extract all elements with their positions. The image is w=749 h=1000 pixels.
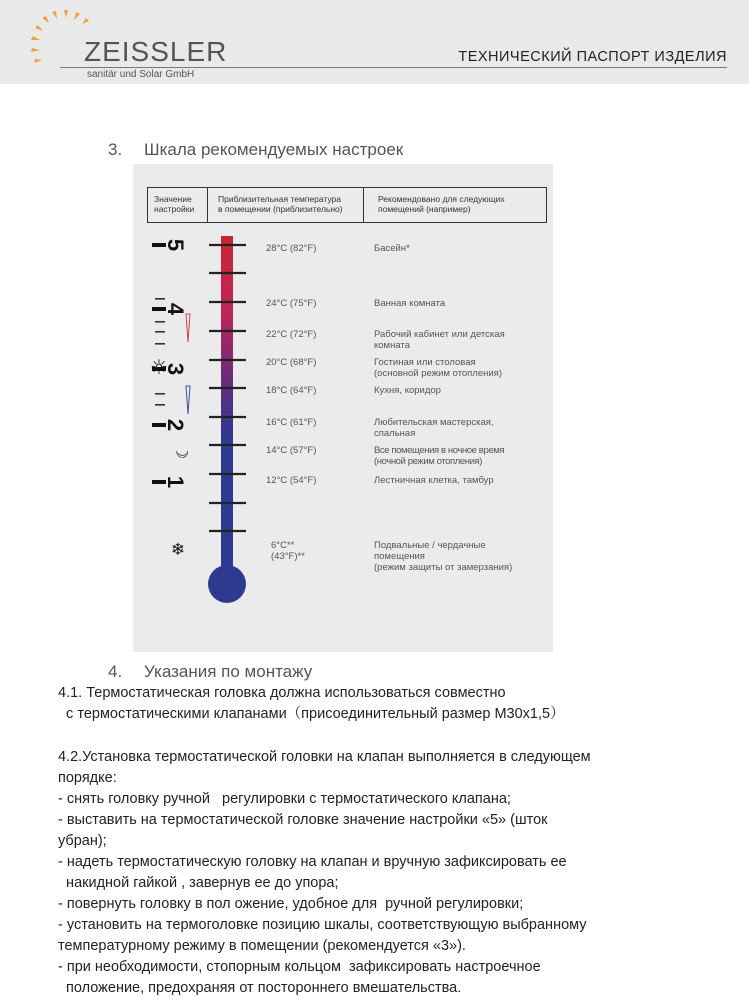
brand-name: ZEISSLER: [84, 36, 228, 67]
room-label: Все помещения в ночное время (ночной режим отопления): [374, 445, 505, 467]
room-label: Рабочий кабинет или детская комната: [374, 329, 505, 351]
paragraph-4-1: 4.1. Термостатическая головка должна использоваться совместно с термостатическими клапанами（присоединительный размер М30х1,5）: [58, 685, 565, 722]
header-divider: [60, 67, 727, 68]
setting-label-3: 3: [163, 362, 189, 376]
room-label: Басейн*: [374, 243, 410, 254]
room-label: Лестничная клетка, тамбур: [374, 475, 494, 486]
section-4-heading: [108, 662, 312, 682]
temp-label: 6°C** (43°F)**: [271, 540, 305, 562]
temp-label: 14°C (57°F): [266, 445, 317, 456]
blue-wedge-icon: [186, 386, 190, 414]
room-label: Любительская мастерская, спальная: [374, 417, 494, 439]
document-title: ТЕХНИЧЕСКИЙ ПАСПОРТ ИЗДЕЛИЯ: [458, 49, 727, 65]
setting-label-5: 5: [163, 238, 189, 252]
room-label: Гостиная или столовая (основной режим отопления): [374, 357, 502, 379]
room-label: Кухня, коридор: [374, 385, 441, 396]
section-3-title: Шкала рекомендуемых настроек: [144, 140, 404, 159]
setting-label-1: 1: [163, 475, 189, 489]
section-4-title: Указания по монтажу: [144, 662, 313, 681]
thermometer-bulb: [208, 565, 246, 603]
paragraph-4-2: 4.2.Установка термостатической головки на клапан выполняется в следующем порядке: - снять головку ручной регулировки с термостатического клапана; - выставить на термостатической головке значение настройки «5» (шток убран); - надеть термостатическую головку на клапан и вручную зафиксировать ее накидной гайкой , завернув ее до упора; - повернуть головку в пол ожение, удобное для ручной регулировки; - установить на термоголовке позицию шкалы, соответствующую выбранному температурному режиму в помещении (рекомендуется «3»). - при необходимости, стопорным кольцом зафиксировать настроечное положение, предохраняя от постороннего вмешательства.: [58, 749, 591, 996]
temp-label: 20°C (68°F): [266, 357, 317, 368]
room-label: Ванная комната: [374, 298, 446, 309]
setting-label-4: 4: [163, 302, 189, 316]
thermometer-graphic: [133, 164, 553, 652]
room-label: Подвальные / чердачные помещения (режим защиты от замерзания): [374, 540, 513, 573]
section-4-number: 4.: [108, 662, 123, 681]
header-rooms: Рекомендовано для следующих помещений (например): [378, 194, 505, 214]
red-wedge-icon: [186, 314, 190, 342]
sun-icon: ☼: [150, 355, 168, 379]
temp-label: 22°C (72°F): [266, 329, 317, 340]
moon-icon: ☽: [172, 444, 192, 460]
section-3-number: 3.: [108, 140, 123, 159]
temp-label: 12°C (54°F): [266, 475, 317, 486]
header-setting: Значение настройки: [148, 188, 208, 222]
section-3-heading: [108, 140, 403, 160]
temp-label: 28°C (82°F): [266, 243, 317, 254]
temp-label: 18°C (64°F): [266, 385, 317, 396]
header-temperature: Приблизительная температура в помещении (приблизительно): [208, 188, 364, 222]
brand-subtitle: sanitär und Solar GmbH: [87, 69, 195, 80]
page-header: [0, 0, 749, 84]
snowflake-icon: ❄: [170, 540, 186, 560]
setting-label-2: 2: [163, 418, 189, 432]
thermometer-tube: [221, 236, 233, 581]
temp-label: 24°C (75°F): [266, 298, 317, 309]
settings-scale-figure: [133, 164, 553, 652]
temp-label: 16°C (61°F): [266, 417, 317, 428]
